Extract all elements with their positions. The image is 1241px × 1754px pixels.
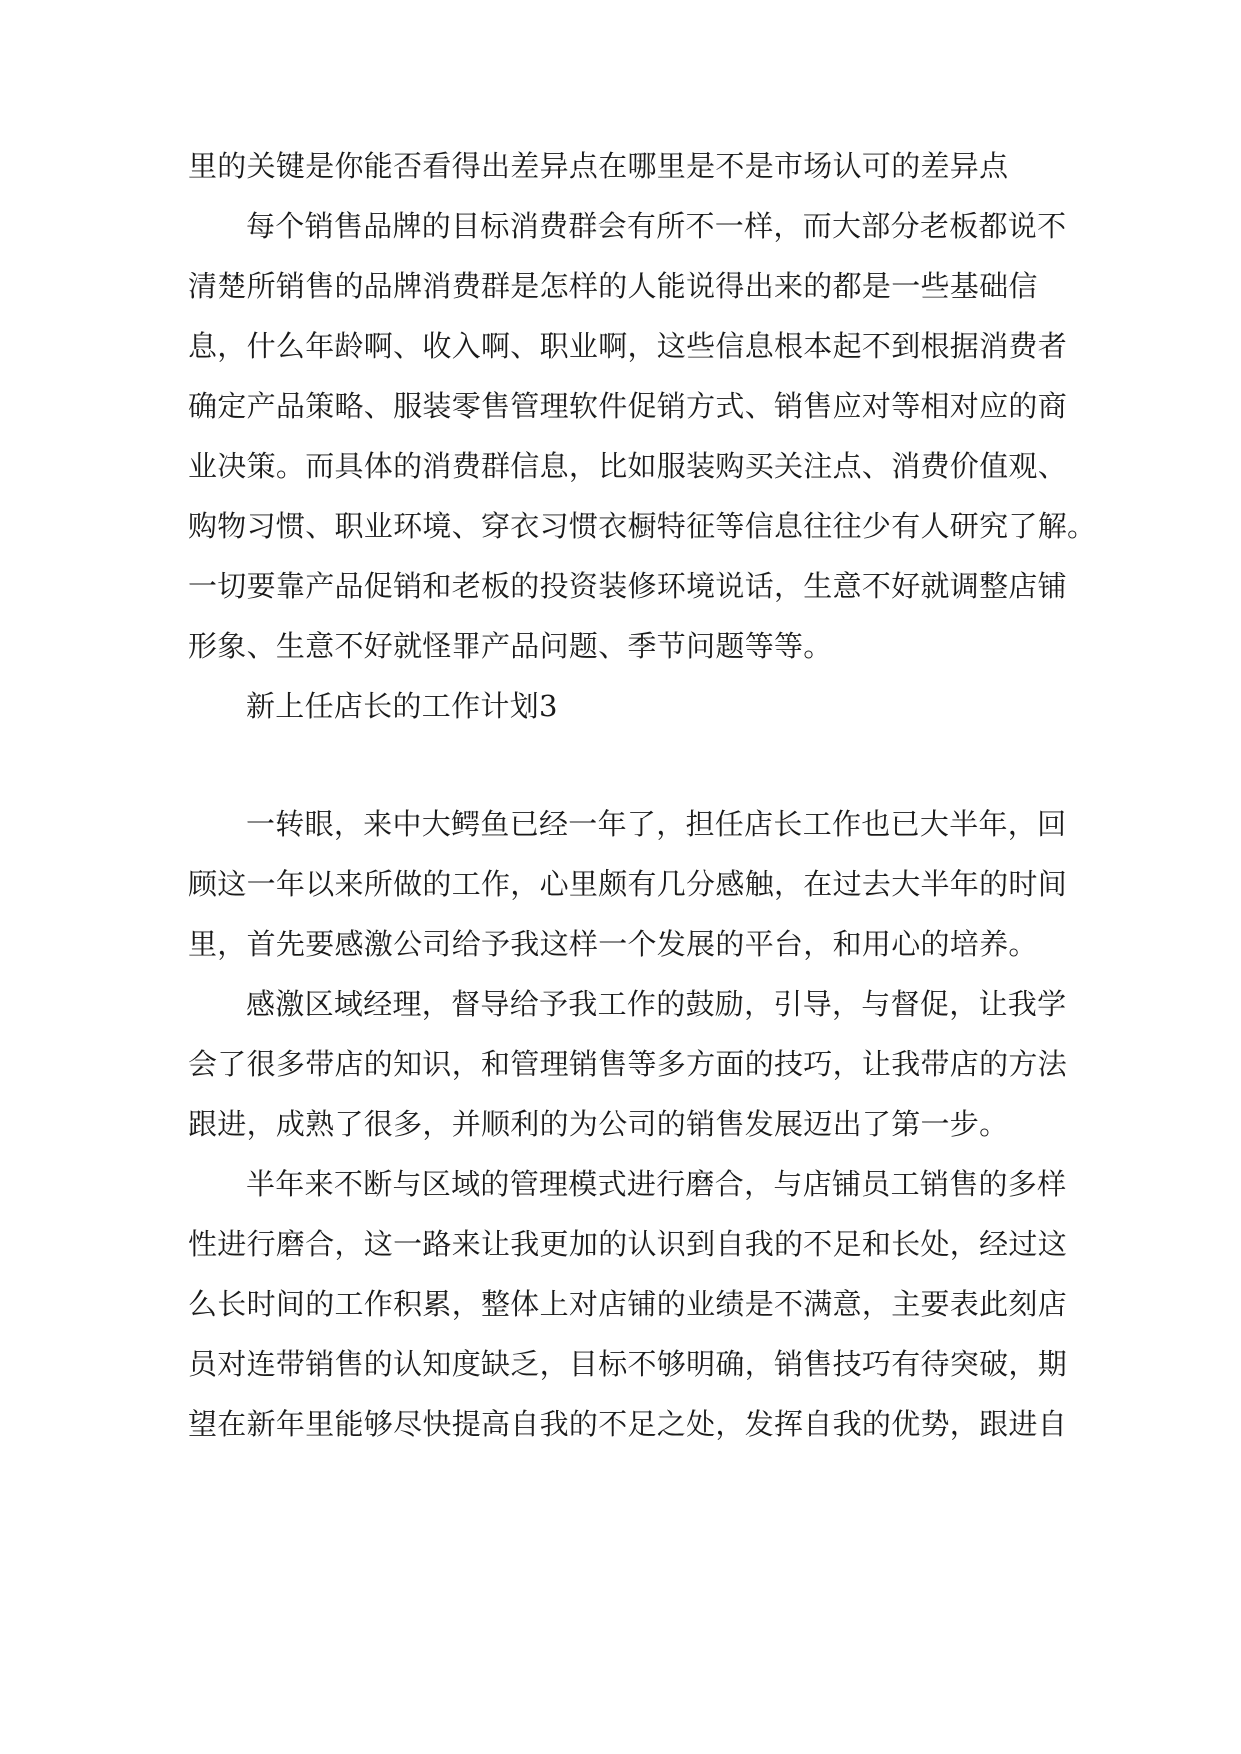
paragraph-line: 会了很多带店的知识，和管理销售等多方面的技巧，让我带店的方法 [188, 1047, 1068, 1081]
paragraph-line: 业决策。而具体的消费群信息，比如服装购买关注点、消费价值观、 [188, 449, 1068, 483]
paragraph-line: 半年来不断与区域的管理模式进行磨合，与店铺员工销售的多样 [246, 1167, 1067, 1201]
paragraph-line: 一切要靠产品促销和老板的投资装修环境说话，生意不好就调整店铺 [188, 569, 1068, 603]
paragraph-line: 跟进，成熟了很多，并顺利的为公司的销售发展迈出了第一步。 [188, 1107, 1009, 1141]
paragraph-line: 里的关键是你能否看得出差异点在哪里是不是市场认可的差异点 [188, 149, 1009, 183]
section-heading: 新上任店长的工作计划3 [246, 689, 558, 723]
paragraph-line: 形象、生意不好就怪罪产品问题、季节问题等等。 [188, 629, 833, 663]
paragraph-line: 确定产品策略、服装零售管理软件促销方式、销售应对等相对应的商 [188, 389, 1068, 423]
paragraph-line: 息，什么年龄啊、收入啊、职业啊，这些信息根本起不到根据消费者 [188, 329, 1068, 363]
paragraph-line: 性进行磨合，这一路来让我更加的认识到自我的不足和长处，经过这 [188, 1227, 1068, 1261]
paragraph-line: 购物习惯、职业环境、穿衣习惯衣橱特征等信息往往少有人研究了解。 [188, 509, 1097, 543]
paragraph-line: 里，首先要感激公司给予我这样一个发展的平台，和用心的培养。 [188, 927, 1038, 961]
paragraph-line: 感激区域经理，督导给予我工作的鼓励，引导，与督促，让我学 [246, 987, 1067, 1021]
paragraph-line: 清楚所销售的品牌消费群是怎样的人能说得出来的都是一些基础信 [188, 269, 1038, 303]
paragraph-line: 员对连带销售的认知度缺乏，目标不够明确，销售技巧有待突破，期 [188, 1347, 1068, 1381]
paragraph-line: 顾这一年以来所做的工作，心里颇有几分感触，在过去大半年的时间 [188, 867, 1068, 901]
paragraph-line: 一转眼，来中大鳄鱼已经一年了，担任店长工作也已大半年，回 [246, 807, 1067, 841]
paragraph-line: 么长时间的工作积累，整体上对店铺的业绩是不满意，主要表此刻店 [188, 1287, 1068, 1321]
paragraph-line: 望在新年里能够尽快提高自我的不足之处，发挥自我的优势，跟进自 [188, 1407, 1068, 1441]
paragraph-line: 每个销售品牌的目标消费群会有所不一样，而大部分老板都说不 [246, 209, 1067, 243]
